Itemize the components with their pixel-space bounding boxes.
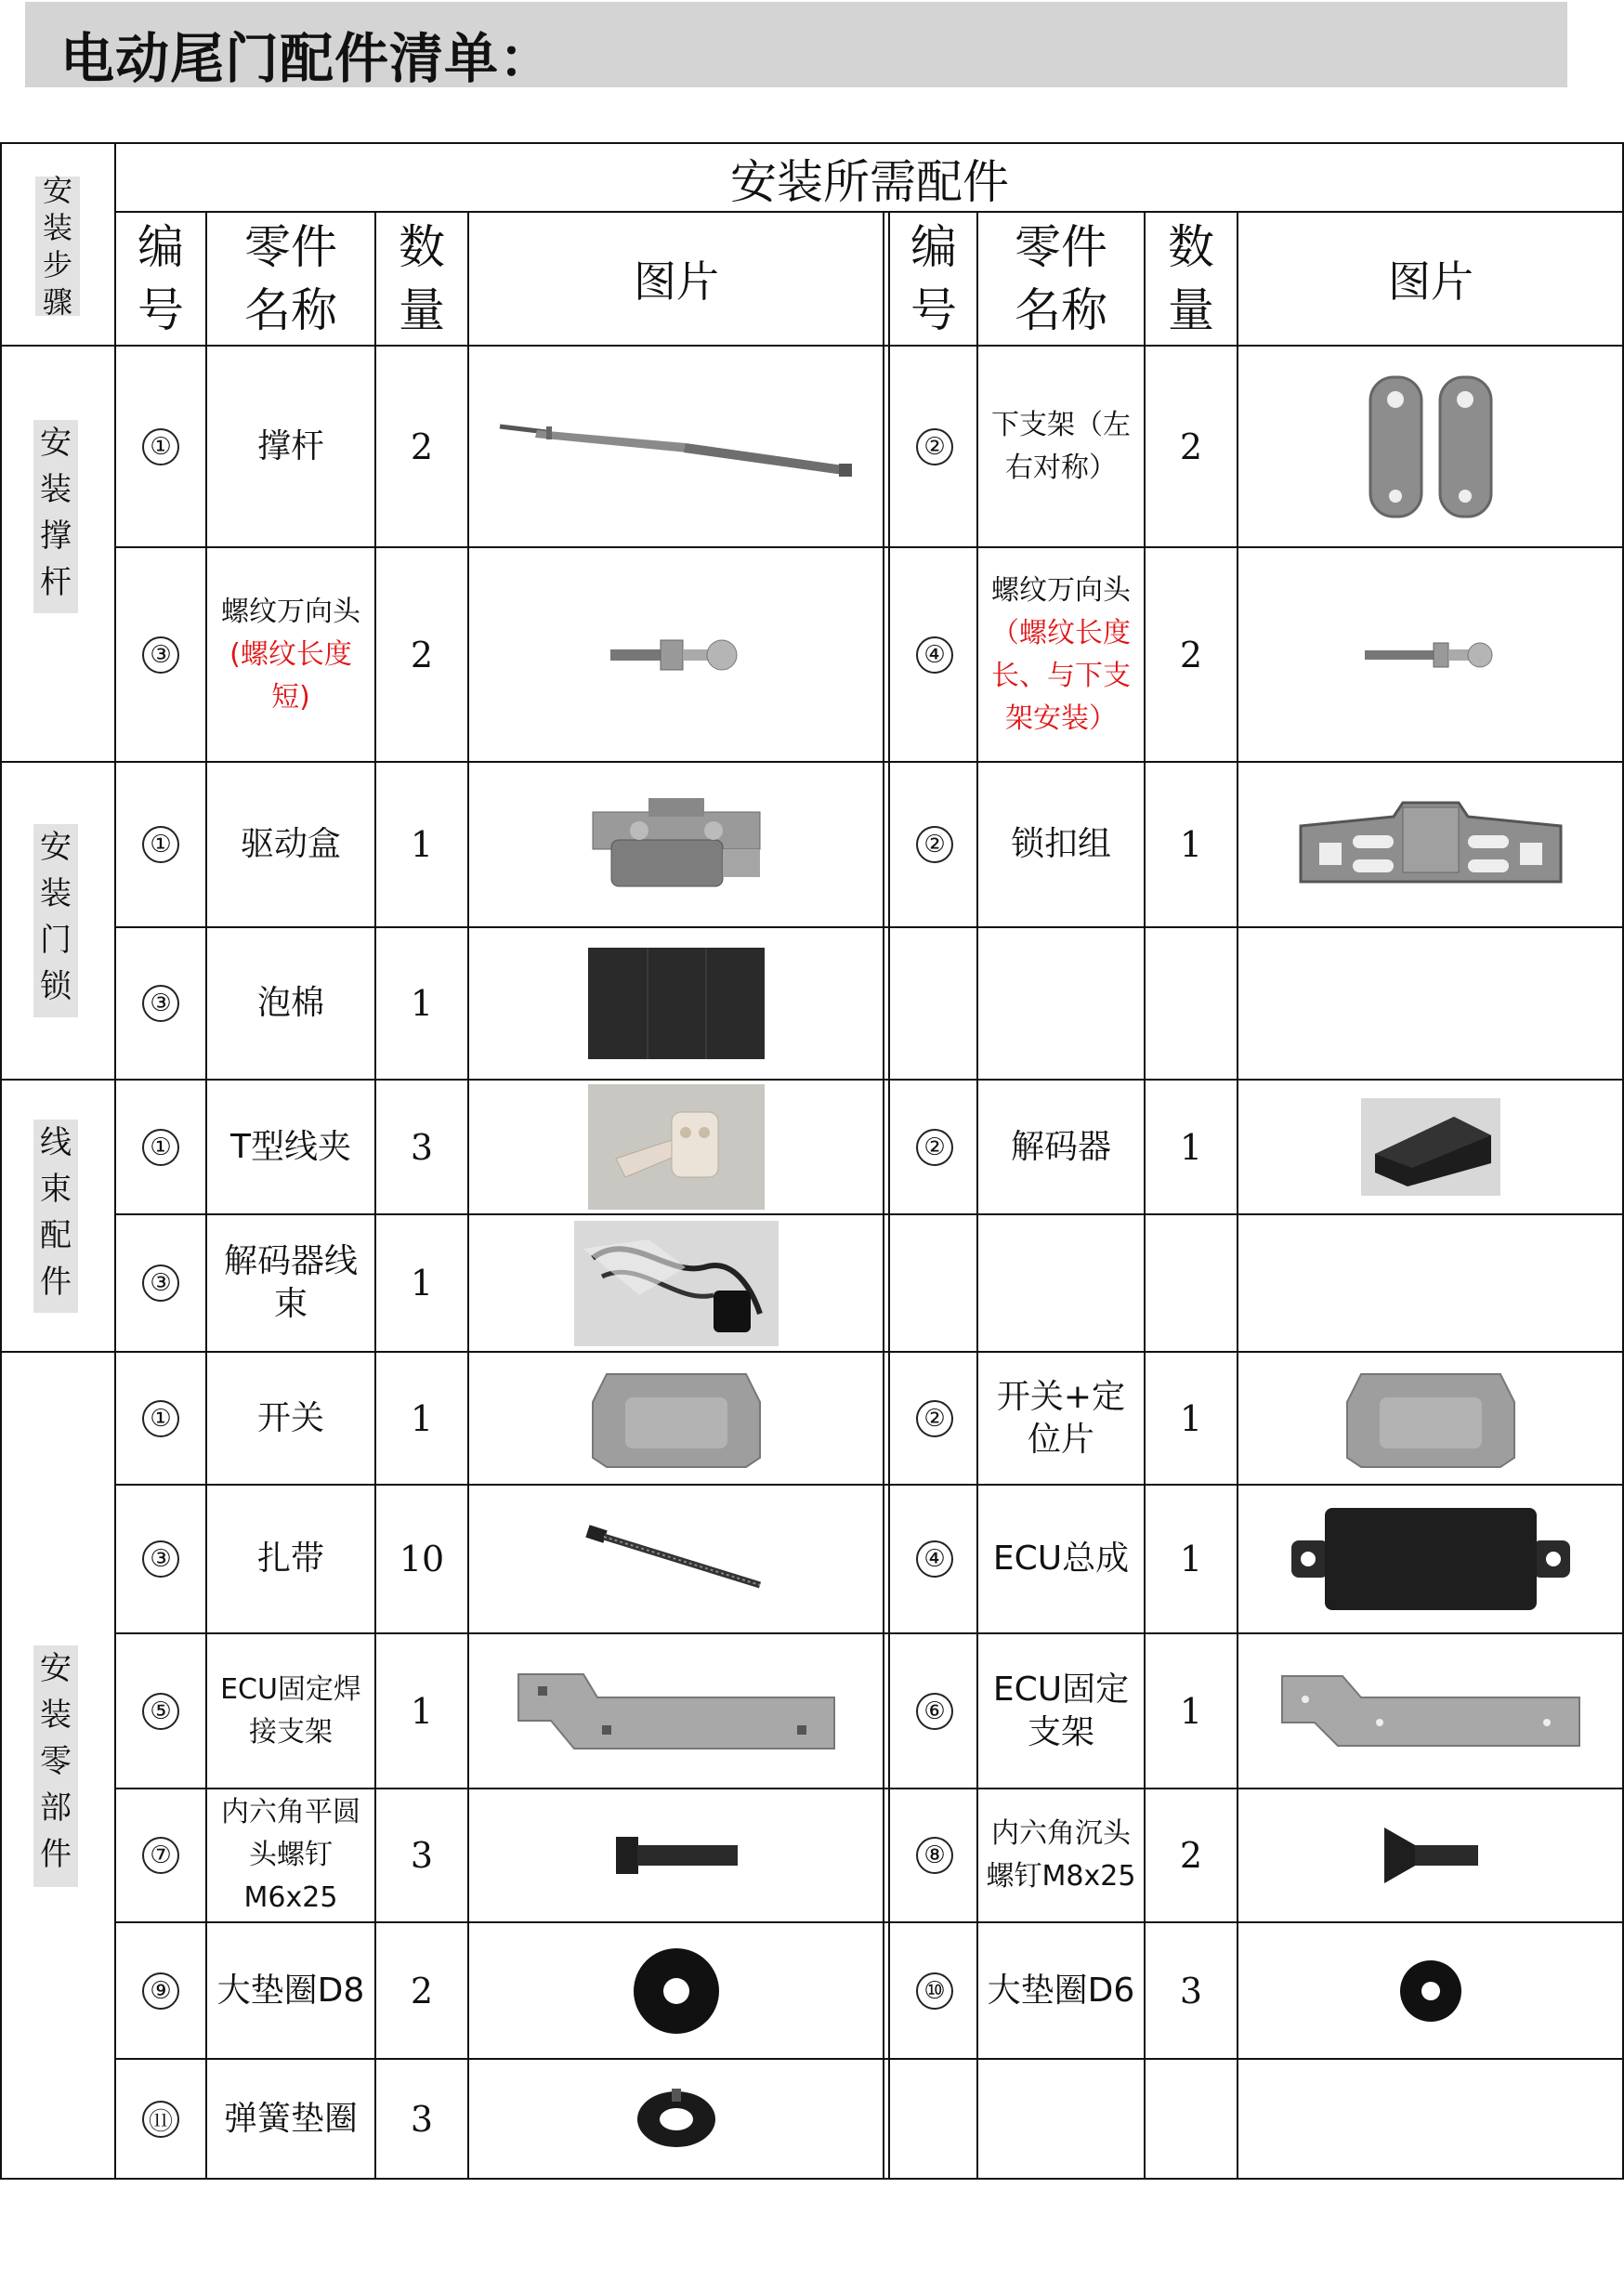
part-quantity (1145, 927, 1238, 1080)
part-number (892, 762, 977, 927)
part-image (468, 1789, 884, 1922)
header-image: 图片 (1388, 256, 1473, 307)
part-image (468, 346, 884, 547)
part-quantity-value: 3 (1179, 1970, 1203, 2011)
part-name (206, 346, 375, 547)
part-quantity (1145, 2059, 1238, 2180)
part-number-value: ④ (916, 636, 953, 674)
part-quantity (375, 1633, 468, 1789)
ecu-weld-bracket-icon (514, 1670, 839, 1753)
part-number-value: ⑨ (142, 1972, 179, 2010)
part-number-value: ③ (142, 985, 179, 1022)
part-name (206, 547, 375, 762)
part-quantity (1145, 1922, 1238, 2059)
grid-line (888, 212, 890, 2180)
grid-line (883, 212, 884, 2180)
part-image (468, 1352, 884, 1485)
part-number-value: ③ (142, 1264, 179, 1302)
part-quantity (1145, 1080, 1238, 1214)
step-label: 安装门锁 (33, 824, 78, 1017)
part-image (1238, 1922, 1624, 2059)
part-name (977, 1485, 1145, 1633)
part-number (892, 1922, 977, 2059)
part-number-value: ① (142, 428, 179, 465)
lower-bracket-icon (1361, 368, 1500, 526)
title-bar (25, 2, 1567, 90)
part-name-text: 弹簧垫圈 (223, 2100, 358, 2138)
part-quantity-value: 1 (410, 1690, 434, 1732)
part-image (1238, 346, 1624, 547)
part-quantity (1145, 547, 1238, 762)
part-number-value: ⑤ (142, 1693, 179, 1730)
part-number-value: ② (916, 428, 953, 465)
part-name-text: 螺纹万向头 (991, 573, 1131, 607)
part-quantity (1145, 1352, 1238, 1485)
part-quantity-value: 3 (410, 1126, 434, 1168)
part-quantity (375, 762, 468, 927)
part-number-value: ① (142, 826, 179, 863)
part-number (115, 547, 206, 762)
part-quantity-value: 3 (410, 1835, 434, 1876)
part-quantity-value: 1 (1179, 1397, 1203, 1439)
part-quantity-value: 2 (1179, 426, 1203, 467)
part-image (468, 1485, 884, 1633)
part-quantity (1145, 762, 1238, 927)
part-number-value: ② (916, 1400, 953, 1437)
part-name-text: 驱动盒 (240, 825, 341, 863)
part-name (206, 1789, 375, 1922)
part-quantity (375, 1352, 468, 1485)
part-image (468, 1633, 884, 1789)
part-image (468, 762, 884, 927)
t-clip-icon (588, 1084, 765, 1210)
part-name (977, 1789, 1145, 1922)
part-name-text: 扎带 (256, 1540, 324, 1578)
part-quantity (375, 927, 468, 1080)
part-number (115, 1922, 206, 2059)
switch-icon (588, 1365, 765, 1472)
part-number (115, 1485, 206, 1633)
part-quantity (375, 1080, 468, 1214)
part-name-text: T型线夹 (230, 1127, 351, 1166)
part-name-text: 内六角沉头螺钉M8x25 (986, 1817, 1136, 1893)
part-number-value: ③ (142, 1540, 179, 1578)
part-name-text: 开关+定位片 (996, 1377, 1126, 1459)
part-number-value: ③ (142, 636, 179, 674)
part-quantity (375, 346, 468, 547)
part-image (1238, 1485, 1624, 1633)
part-quantity-value: 1 (410, 1397, 434, 1439)
part-name (977, 346, 1145, 547)
part-number-value: ① (142, 1129, 179, 1166)
washer-d8-icon (630, 1945, 723, 2037)
part-name-text: 锁扣组 (1010, 825, 1111, 863)
ball-joint-long-icon (1361, 632, 1500, 678)
part-name (977, 927, 1145, 1080)
header-quantity: 数 量 (399, 220, 445, 337)
part-number (115, 1633, 206, 1789)
latch-assembly-icon (1291, 798, 1570, 891)
part-quantity-value: 1 (1179, 1539, 1203, 1579)
part-name (977, 1633, 1145, 1789)
header-part-name: 零件 名称 (1015, 220, 1107, 337)
part-name-text: 大垫圈D6 (987, 1971, 1135, 2010)
part-name-text: 开关 (256, 1398, 324, 1437)
part-number-value: ① (142, 1400, 179, 1437)
drive-box-icon (583, 793, 769, 896)
part-image (1238, 927, 1624, 1080)
part-quantity-value: 3 (410, 2099, 434, 2140)
part-name (206, 1352, 375, 1485)
part-number-value: ④ (916, 1540, 953, 1578)
part-image (1238, 2059, 1624, 2180)
part-number (892, 1080, 977, 1214)
part-quantity-value: 10 (399, 1539, 445, 1579)
part-number (892, 2059, 977, 2180)
part-quantity (375, 1214, 468, 1352)
part-number (115, 927, 206, 1080)
strut-icon (491, 410, 862, 484)
part-name (206, 927, 375, 1080)
part-quantity-value: 1 (410, 824, 434, 865)
part-name-text: 螺纹万向头 (221, 595, 360, 628)
part-quantity (375, 2059, 468, 2180)
header-image: 图片 (634, 256, 719, 307)
part-name (206, 1080, 375, 1214)
part-number (892, 346, 977, 547)
part-name (977, 1214, 1145, 1352)
part-image (1238, 1214, 1624, 1352)
washer-d6-icon (1398, 1959, 1463, 2024)
header-part-name: 零件 名称 (244, 220, 337, 337)
part-quantity (375, 1922, 468, 2059)
part-image (1238, 1352, 1624, 1485)
part-quantity (1145, 346, 1238, 547)
part-number (115, 1080, 206, 1214)
part-quantity-value: 2 (410, 634, 434, 675)
part-quantity-value: 2 (1179, 634, 1203, 675)
part-quantity-value: 1 (410, 1263, 434, 1304)
part-name-note: （螺纹长度长、与下支架安装） (991, 616, 1131, 735)
part-image (1238, 547, 1624, 762)
part-image (1238, 1789, 1624, 1922)
part-name-text: 解码器线束 (223, 1242, 358, 1323)
part-image (468, 1080, 884, 1214)
page-title: 电动尾门配件清单： (60, 27, 555, 90)
part-number (115, 2059, 206, 2180)
part-number-value: ⑧ (916, 1837, 953, 1874)
decoder-icon (1361, 1098, 1500, 1196)
part-quantity (1145, 1485, 1238, 1633)
part-name (977, 1080, 1145, 1214)
part-name (977, 547, 1145, 762)
part-name (206, 1214, 375, 1352)
part-name (206, 1633, 375, 1789)
part-image (468, 547, 884, 762)
countersunk-screw-icon (1380, 1823, 1482, 1888)
part-name-text: 撑杆 (256, 426, 324, 465)
part-name-note: (螺纹长度短) (229, 637, 352, 714)
part-quantity-value: 1 (1179, 1126, 1203, 1168)
ecu-bracket-icon (1277, 1671, 1584, 1750)
button-head-screw-icon (611, 1832, 741, 1879)
part-quantity (375, 547, 468, 762)
part-quantity-value: 1 (410, 983, 434, 1024)
part-quantity-value: 1 (1179, 824, 1203, 865)
part-quantity (375, 1789, 468, 1922)
step-column-header: 安装步骤 (35, 177, 80, 316)
part-quantity-value: 2 (410, 1970, 434, 2011)
part-quantity-value: 2 (410, 426, 434, 467)
part-name (977, 2059, 1145, 2180)
part-quantity-value: 1 (1179, 1690, 1203, 1732)
ecu-icon (1291, 1503, 1570, 1615)
part-number (115, 762, 206, 927)
part-number-value: ⑦ (142, 1837, 179, 1874)
foam-icon (588, 948, 765, 1059)
part-image (468, 1922, 884, 2059)
part-name (206, 2059, 375, 2180)
part-image (468, 2059, 884, 2180)
part-number-value: ② (916, 1129, 953, 1166)
part-name-text: 内六角平圆头螺钉M6x25 (221, 1796, 360, 1914)
part-image (1238, 1080, 1624, 1214)
part-quantity (375, 1485, 468, 1633)
part-number (892, 1633, 977, 1789)
main-header: 安装所需配件 (730, 154, 1009, 209)
part-name (206, 1922, 375, 2059)
part-quantity (1145, 1789, 1238, 1922)
part-name-text: 解码器 (1010, 1127, 1111, 1166)
step-label: 安装撑杆 (33, 420, 78, 613)
part-number (115, 1789, 206, 1922)
switch-locator-icon (1342, 1365, 1519, 1472)
part-number (115, 346, 206, 547)
part-number (892, 1352, 977, 1485)
part-name-text: ECU固定支架 (992, 1670, 1130, 1751)
part-number (892, 1789, 977, 1922)
part-number (892, 927, 977, 1080)
part-image (1238, 1633, 1624, 1789)
header-number: 编 号 (910, 220, 957, 337)
decoder-harness-icon (574, 1221, 779, 1346)
part-number (115, 1352, 206, 1485)
part-image (1238, 762, 1624, 927)
part-name (206, 762, 375, 927)
part-quantity (1145, 1633, 1238, 1789)
part-number-value: ⑪ (142, 2101, 179, 2138)
part-number-value: ⑩ (916, 1972, 953, 2010)
ball-joint-short-icon (607, 627, 746, 683)
header-quantity: 数 量 (1168, 220, 1214, 337)
part-name-text: ECU总成 (992, 1540, 1130, 1578)
part-number (892, 1214, 977, 1352)
part-image (468, 1214, 884, 1352)
part-image (468, 927, 884, 1080)
part-number (892, 547, 977, 762)
part-name-text: 下支架（左右对称） (991, 408, 1131, 484)
part-quantity-value: 2 (1179, 1835, 1203, 1876)
cable-tie-icon (583, 1522, 769, 1596)
header-number: 编 号 (138, 220, 184, 337)
part-quantity (1145, 1214, 1238, 1352)
part-number (892, 1485, 977, 1633)
part-name (977, 1352, 1145, 1485)
step-label: 安装零部件 (33, 1645, 78, 1887)
part-name (977, 762, 1145, 927)
part-name-text: ECU固定焊接支架 (220, 1672, 361, 1749)
part-number-value: ② (916, 826, 953, 863)
part-name-text: 大垫圈D8 (216, 1971, 365, 2010)
part-name (977, 1922, 1145, 2059)
part-name-text: 泡棉 (256, 984, 324, 1022)
spring-washer-icon (635, 2087, 718, 2152)
part-number-value: ⑥ (916, 1693, 953, 1730)
part-name (206, 1485, 375, 1633)
step-label: 线束配件 (33, 1120, 78, 1313)
part-number (115, 1214, 206, 1352)
